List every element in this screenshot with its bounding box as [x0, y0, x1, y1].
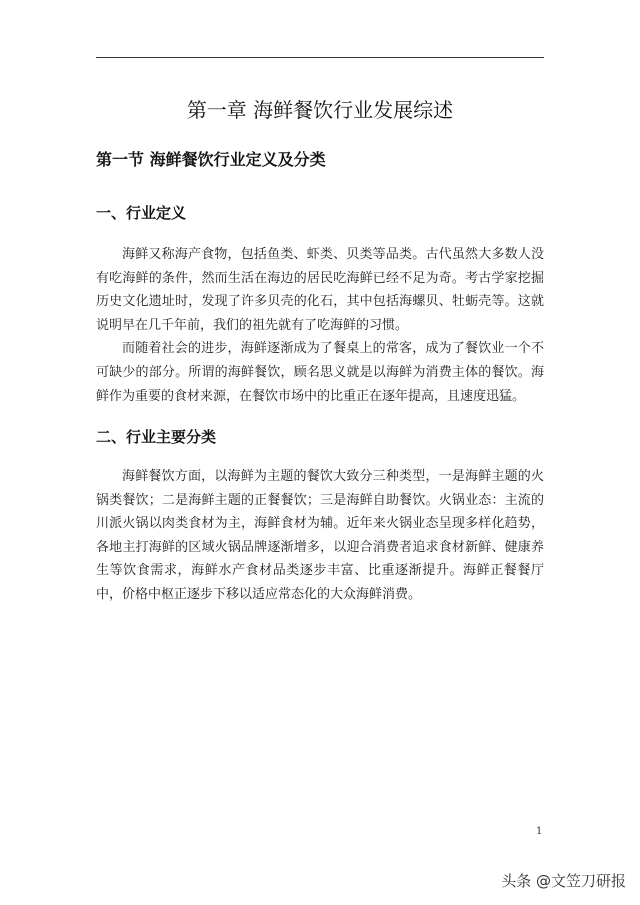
classification-body: [96, 465, 544, 607]
classification-heading: 二、行业主要分类: [96, 428, 217, 446]
classification-paragraph-1: 海鲜餐饮方面，以海鲜为主题的餐饮大致分三种类型，一是海鲜主题的火锅类餐饮；二是海鲜主题的正餐餐饮；三是海鲜自助餐饮。火锅业态：主流的川派火锅以肉类食材为主，海鲜食材为辅。近年来火锅业态呈现多样化趋势，各地主打海鲜的区域火锅品牌逐渐增多，以迎合消费者追求食材新鲜、健康养生等饮食需求，海鲜水产食材品类逐步丰富、比重逐渐提升。海鲜正餐餐厅中，价格中枢正逐步下移以适应常态化的大众海鲜消费。: [96, 469, 544, 602]
definition-paragraph-1: 海鲜又称海产食物，包括鱼类、虾类、贝类等品类。古代虽然大多数人没有吃海鲜的条件，然而生活在海边的居民吃海鲜已经不足为奇。考古学家挖掘历史文化遗址时，发现了许多贝壳的化石，其中包括海螺贝、牡蛎壳等。这就说明早在几千年前，我们的祖先就有了吃海鲜的习惯。: [96, 247, 544, 333]
definition-body: [96, 243, 544, 408]
definition-heading: 一、行业定义: [96, 204, 187, 222]
definition-paragraph-2: 而随着社会的进步，海鲜逐渐成为了餐桌上的常客，成为了餐饮业一个不可缺少的部分。所谓的海鲜餐饮，顾名思义就是以海鲜为消费主体的餐饮。海鲜作为重要的食材来源，在餐饮市场中的比重正在逐年提高，且速度迅猛。: [96, 341, 544, 404]
page-number: 1: [536, 826, 543, 837]
section-title: 第一节 海鲜餐饮行业定义及分类: [96, 150, 326, 169]
chapter-title: 第一章 海鲜餐饮行业发展综述: [186, 98, 454, 122]
source-watermark: 头条 @文笠刀研报: [501, 872, 626, 890]
header-rule: [96, 57, 544, 58]
